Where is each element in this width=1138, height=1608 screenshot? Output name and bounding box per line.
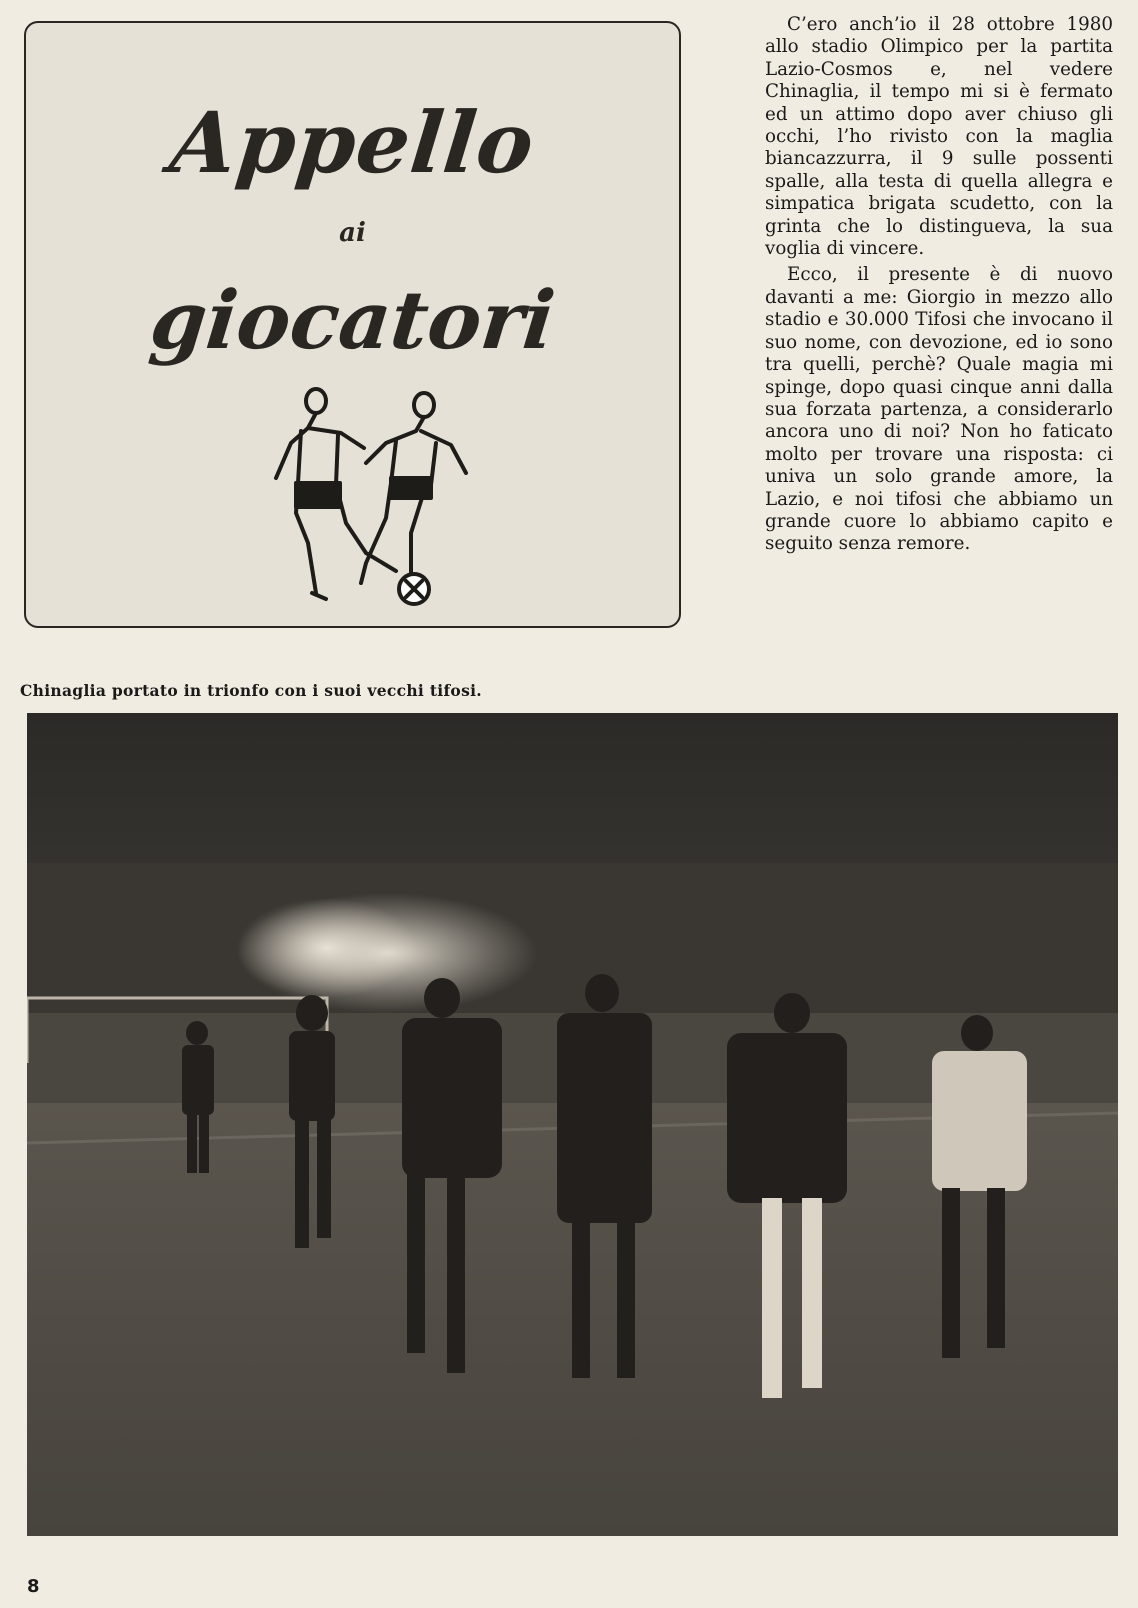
title-line-ai: ai (339, 218, 366, 248)
stadium-photo-image (27, 713, 1118, 1536)
article-body (765, 14, 1113, 560)
article-paragraph-2: Ecco, il presente è di nuovo davanti a me: Giorgio in mezzo allo stadio e 30.000 Tifosi che invocano il suo nome, con devozione, ed io sono tra quelli, perchè? Quale magia mi spinge, dopo quasi cinque anni dalla sua forzata partenza, a considerarlo ancora uno di noi? Non ho faticato molto per trovare una risposta: ci univa un solo grande amore, la Lazio, e noi tifosi che abbiamo un grande cuore lo abbiamo capito e seguito senza remore. (765, 264, 1113, 555)
footballers-sketch-icon (246, 383, 486, 623)
title-line-appello: Appello (165, 93, 540, 192)
title-box (24, 21, 681, 628)
stadium-photo (27, 713, 1118, 1536)
article-paragraph-1: C’ero anch’io il 28 ottobre 1980 allo stadio Olimpico per la partita Lazio-Cosmos e, nel vedere Chinaglia, il tempo mi si è fermato ed un attimo dopo aver chiuso gli occhi, l’ho rivisto con la maglia biancazzurra, il 9 sulle possenti spalle, alla testa di quella allegra e simpatica brigata scudetto, con la grinta che lo distingueva, la sua voglia di vincere. (765, 14, 1113, 260)
photo-caption: Chinaglia portato in trionfo con i suoi vecchi tifosi. (20, 681, 482, 700)
title-line-giocatori: giocatori (146, 273, 559, 367)
page-number: 8 (27, 1576, 40, 1597)
